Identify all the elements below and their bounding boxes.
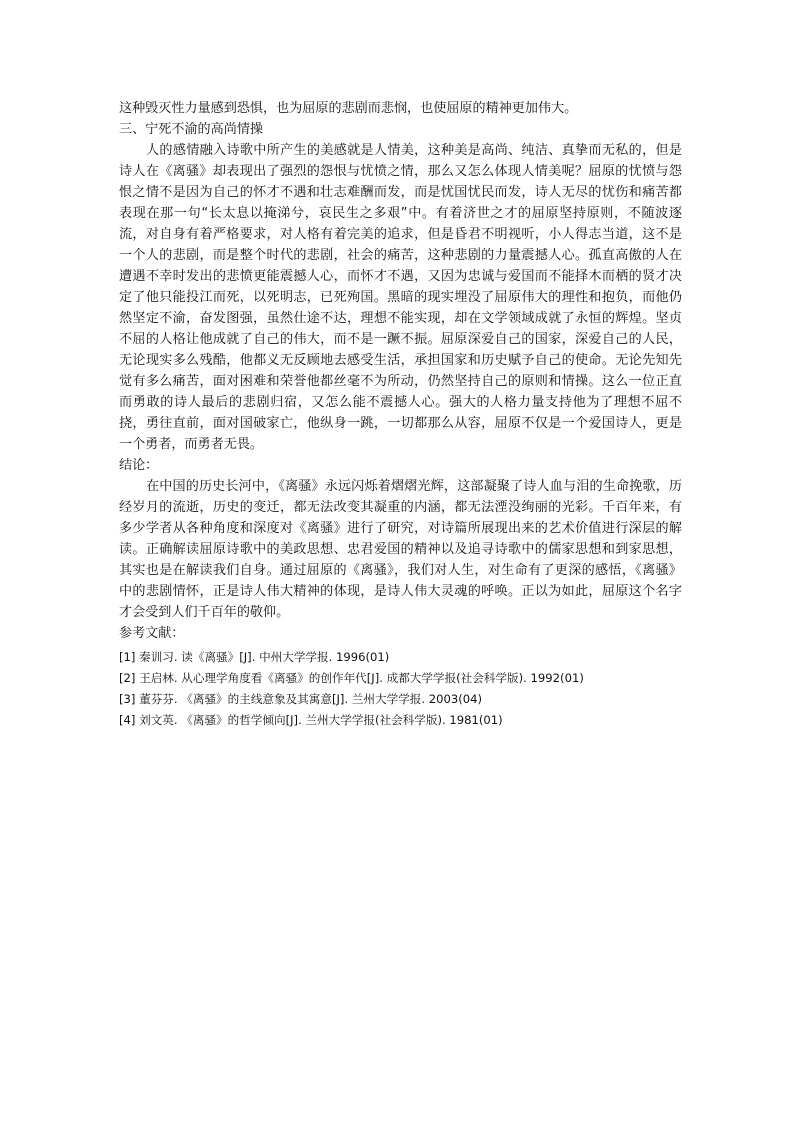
reference-list — [119, 647, 682, 731]
continued-paragraph: 这种毁灭性力量感到恐惧，也为屈原的悲剧而悲悯，也使屈原的精神更加伟大。 — [119, 101, 578, 116]
references-heading: 参考文献： — [119, 626, 185, 641]
reference-item-2: [2] 王启林. 从心理学角度看《离骚》的创作年代[J]. 成都大学学报(社会科学版). 1992(01) — [119, 671, 584, 685]
section-3-paragraph: 人的感情融入诗歌中所产生的美感就是人情美，这种美是高尚、纯洁、真挚而无私的，但是诗人在《离骚》却表现出了强烈的怨恨与忧愤之情，那么又怎么体现人情美呢？屈原的忧愤与怨恨之情不是因为自己的怀才不遇和壮志难酬而发，而是忧国忧民而发，诗人无尽的忧伤和痛苦都表现在那一句“长太息以掩涕兮，哀民生之多艰”中。有着济世之才的屈原坚持原则，不随波逐流，对自身有着严格要求，对人格有着完美的追求，但是昏君不明视听，小人得志当道，这不是一个人的悲剧，而是整个时代的悲剧，社会的痛苦，这种悲剧的力量震撼人心。孤直高傲的人在遭遇不幸时发出的悲愤更能震撼人心，而怀才不遇，又因为忠诚与爱国而不能择木而栖的贤才决定了他只能投江而死，以死明志，已死殉国。黑暗的现实埋没了屈原伟大的理性和抱负，而他仍然坚定不渝，奋发图强，虽然仕途不达，理想不能实现，却在文学领域成就了永恒的辉煌。坚贞不屈的人格让他成就了自己的伟大，而不是一蹶不振。屈原深爱自己的国家，深爱自己的人民，无论现实多么残酷，他都义无反顾地去感受生活，承担国家和历史赋予自己的使命。无论先知先觉有多么痛苦，面对困难和荣誉他都丝毫不为所动，仍然坚持自己的原则和情操。这么一位正直而勇敢的诗人最后的悲剧归宿，又怎么能不震撼人心。强大的人格力量支持他为了理想不屈不挠，勇往直前，面对国破家亡，他纵身一跳，一切都那么从容，屈原不仅是一个爱国诗人，更是一个勇者，而勇者无畏。 — [119, 143, 682, 452]
reference-item-3: [3] 董芬芬. 《离骚》的主线意象及其寓意[J]. 兰州大学学报. 2003(04) — [119, 692, 483, 706]
conclusion-heading: 结论： — [119, 458, 159, 473]
section-3-heading: 三、宁死不渝的高尚情操 — [119, 122, 264, 137]
conclusion-paragraph: 在中国的历史长河中，《离骚》永远闪烁着熠熠光辉，这部凝聚了诗人血与泪的生命挽歌，历经岁月的流逝，历史的变迁，都无法改变其凝重的内涵，都无法湮没绚丽的光彩。千百年来，有多少学者从各种角度和深度对《离骚》进行了研究，对诗篇所展现出来的艺术价值进行深层的解读。正确解读屈原诗歌中的美政思想、忠君爱国的精神以及追寻诗歌中的儒家思想和到家思想，其实也是在解读我们自身。通过屈原的《离骚》，我们对人生，对生命有了更深的感悟，《离骚》中的悲剧情怀，正是诗人伟大精神的体现，是诗人伟大灵魂的呼唤。正以为如此，屈原这个名字才会受到人们千百年的敬仰。 — [119, 479, 682, 620]
reference-item-4: [4] 刘文英. 《离骚》的哲学倾向[J]. 兰州大学学报(社会科学版). 1981(01) — [119, 713, 503, 727]
reference-item-1: [1] 秦训习. 读《离骚》[J]. 中州大学学报. 1996(01) — [119, 650, 390, 664]
document-page — [119, 98, 682, 731]
